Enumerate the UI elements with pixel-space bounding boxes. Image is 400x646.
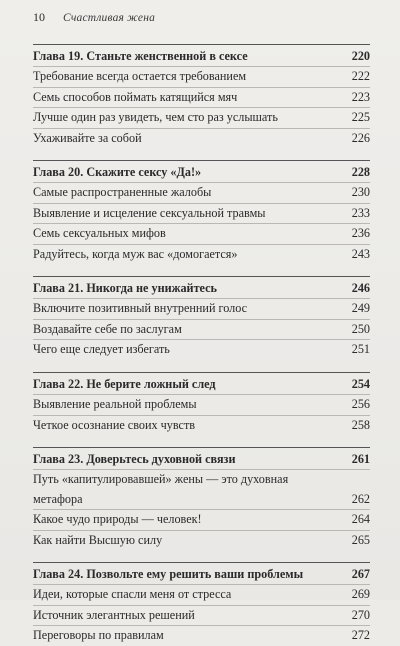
toc-entry-label: Четкое осознание своих чувств: [33, 417, 196, 432]
toc-entry: [33, 224, 370, 244]
toc-entry-page: 250: [351, 321, 370, 336]
chapter-title: Глава 20. Скажите сексу «Да!»: [33, 165, 202, 180]
toc-entry: [33, 490, 370, 510]
toc-entry-label: Источник элегантных решений: [33, 607, 195, 622]
toc-entry-label: Воздавайте себе по заслугам: [33, 321, 182, 336]
toc-entry-page: 264: [351, 512, 370, 527]
chapter-heading: [33, 279, 370, 299]
toc-entry-label: Путь «капитулировавшей» жены — это духовная: [33, 472, 289, 487]
toc-entry-page: 262: [351, 491, 370, 506]
chapter-title: Глава 24. Позвольте ему решить ваши проблемы: [33, 566, 304, 581]
chapter-page-number: 261: [351, 451, 370, 466]
toc-entry-page: 272: [351, 628, 370, 643]
toc-entry-page: 265: [351, 532, 370, 547]
chapter-page-number: 267: [351, 566, 370, 581]
toc-entry: [33, 531, 370, 550]
table-of-contents: [33, 44, 370, 646]
toc-entry-label: Требование всегда остается требованием: [33, 69, 247, 84]
toc-entry-label: Лучше один раз увидеть, чем сто раз услышать: [33, 110, 278, 125]
toc-entry-page: 222: [351, 69, 370, 84]
toc-entry-label: метафора: [33, 491, 83, 506]
toc-entry-label: Ухаживайте за собой: [33, 130, 142, 145]
toc-entry-label: Чего еще следует избегать: [33, 342, 170, 357]
toc-entry-label: Какое чудо природы — человек!: [33, 512, 202, 527]
toc-entry: [33, 129, 370, 148]
toc-entry: [33, 67, 370, 87]
toc-entry-label: Выявление и исцеление сексуальной травмы: [33, 205, 266, 220]
book-title: Счастливая жена: [63, 12, 156, 24]
toc-entry: [33, 606, 370, 626]
toc-entry-page: 251: [351, 342, 370, 357]
toc-entry: [33, 470, 370, 489]
toc-entry-label: Самые распространенные жалобы: [33, 185, 212, 200]
chapter-title: Глава 21. Никогда не унижайтесь: [33, 281, 217, 296]
chapter-block: [33, 44, 370, 148]
chapter-block: [33, 160, 370, 264]
toc-entry-page: 225: [351, 110, 370, 125]
toc-entry-page: 233: [351, 205, 370, 220]
chapter-title: Глава 19. Станьте женственной в сексе: [33, 49, 248, 63]
chapter-block: [33, 447, 370, 550]
toc-entry-label: Включите позитивный внутренний голос: [33, 301, 248, 316]
chapter-block: [33, 372, 370, 435]
chapter-page-number: 246: [351, 281, 370, 296]
chapter-title: Глава 22. Не берите ложный след: [33, 376, 216, 391]
toc-entry: [33, 183, 370, 203]
chapter-heading: [33, 375, 370, 395]
toc-entry-page: 270: [351, 607, 370, 622]
chapter-heading: [33, 163, 370, 183]
toc-entry: [33, 299, 370, 319]
toc-entry-page: 269: [351, 587, 370, 602]
toc-entry: [33, 88, 370, 108]
chapter-page-number: 220: [351, 49, 370, 63]
chapter-block: [33, 276, 370, 360]
toc-entry-label: Семь способов поймать катящийся мяч: [33, 89, 238, 104]
toc-entry-label: Радуйтесь, когда муж вас «домогается»: [33, 246, 238, 261]
toc-entry-label: Семь сексуальных мифов: [33, 226, 166, 241]
toc-entry: [33, 320, 370, 340]
toc-entry: [33, 416, 370, 435]
chapter-block: [33, 562, 370, 646]
toc-entry-page: 236: [351, 226, 370, 241]
toc-entry-page: 243: [351, 246, 370, 261]
toc-entry: [33, 340, 370, 359]
chapter-title: Глава 23. Доверьтесь духовной связи: [33, 451, 236, 466]
toc-entry: [33, 245, 370, 264]
toc-entry-label: Как найти Высшую силу: [33, 532, 163, 547]
toc-entry: [33, 626, 370, 645]
toc-entry: [33, 585, 370, 605]
running-header: [33, 10, 370, 32]
toc-entry: [33, 204, 370, 224]
toc-entry-page: 256: [351, 397, 370, 412]
toc-entry-page: 226: [351, 130, 370, 145]
chapter-heading: [33, 47, 370, 67]
page-number: 10: [33, 10, 45, 24]
chapter-heading: [33, 565, 370, 585]
toc-entry-label: Идеи, которые спасли меня от стресса: [33, 587, 232, 602]
toc-entry-label: Переговоры по правилам: [33, 628, 164, 643]
toc-entry-page: 249: [351, 301, 370, 316]
chapter-page-number: 254: [351, 376, 370, 391]
chapter-page-number: 228: [351, 165, 370, 180]
toc-entry-page: 230: [351, 185, 370, 200]
toc-entry: [33, 108, 370, 128]
toc-entry-page: 258: [351, 417, 370, 432]
chapter-heading: [33, 450, 370, 470]
toc-entry: [33, 510, 370, 530]
toc-entry-label: Выявление реальной проблемы: [33, 397, 197, 412]
toc-entry: [33, 395, 370, 415]
toc-entry-page: 223: [351, 89, 370, 104]
